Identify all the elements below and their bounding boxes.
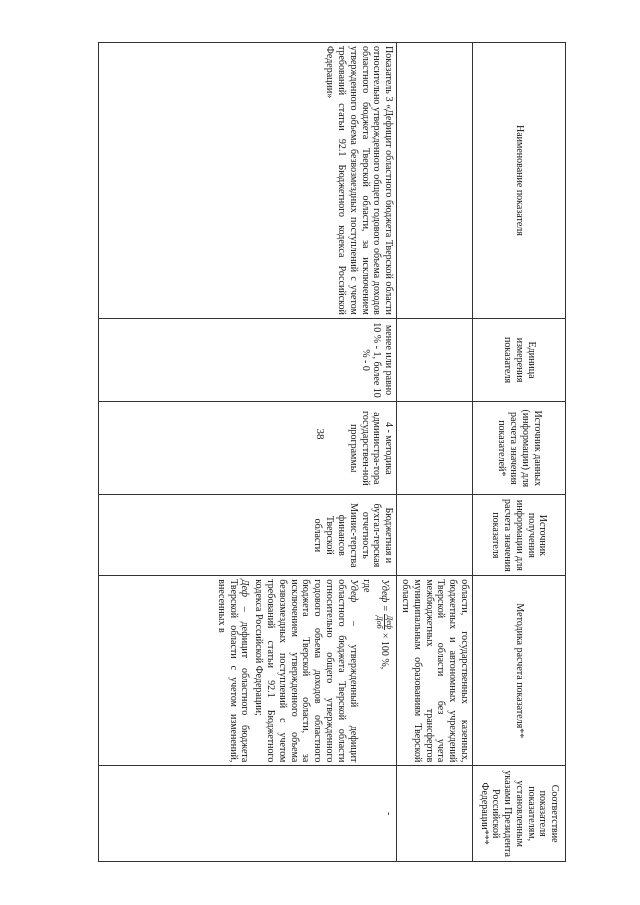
cell-data-source: 4 - методика администра-тора государствен-ной программы <box>99 402 397 495</box>
table-header-row <box>473 43 566 862</box>
header-data-source: Источник данных (информации) для расчета значения показателей* <box>473 402 566 495</box>
formula-numerator: Деф <box>385 615 395 630</box>
definition-udef-text: – утвержденный дефицит областного бюджета Тверской области относительно общего утвержденного годового объема доходов областного бюджета Тверской области, за исключением утвержденного объема безвозмездных поступлений с учетом требований статьи 92.1 Бюджетного кодекса Российской Федерации; <box>253 579 359 763</box>
header-method: Методика расчета показателя** <box>473 576 566 766</box>
indicator-table-rotated <box>98 42 566 862</box>
header-unit: Единица измерения показателя <box>473 318 566 401</box>
cell-empty <box>397 495 473 576</box>
header-indicator-name: Наименование показателя <box>473 43 566 319</box>
cell-empty <box>397 318 473 401</box>
page-number: 38 <box>314 428 326 440</box>
definition-udef-term: Удеф <box>347 579 359 603</box>
indicator-table <box>98 42 566 862</box>
header-info-source: Источник получения информации для расчета значения показателя <box>473 495 566 576</box>
table-row-indicator-3 <box>99 43 397 862</box>
cell-empty <box>397 43 473 319</box>
cell-unit: менее или равно 10 % - 1, более 10 % - 0 <box>99 318 397 401</box>
cell-indicator-name: Показатель 3 «Дефицит областного бюджета Тверской области относительно утвержденного общего годового объема доходов областного бюджета Тверской области, за исключением утвержденного объема безвозмездных поступлений с учетом требований статьи 92.1 Бюджетного кодекса Российской Федерации» <box>99 43 397 319</box>
cell-method <box>99 576 397 766</box>
header-compliance: Соответствие показателя показателям, установленным указами Президента Российской Федерации*** <box>473 766 566 862</box>
definition-def-text: – дефицит областного бюджета Тверской области с учетом изменений, внесенных в <box>215 579 251 763</box>
where-label: где <box>361 579 373 593</box>
cell-empty <box>397 402 473 495</box>
cell-empty <box>397 766 473 862</box>
cell-compliance: - <box>99 766 397 862</box>
formula-lhs: Удеф = <box>378 579 390 612</box>
table-row-continuation <box>397 43 473 862</box>
definition-udef <box>252 579 358 762</box>
definition-def <box>215 579 250 762</box>
formula-fraction <box>374 614 394 630</box>
cell-method-continuation: области, государственных казенных, бюджетных и автономных учреждений Тверской области без учета межбюджетных трансфертов муниципальным образованиям Тверской области <box>397 576 473 766</box>
cell-info-source: Бюджетная и бухгал-терская отчетность Минис-терства финансов Тверской области <box>99 495 397 576</box>
formula <box>374 579 394 762</box>
formula-denominator: Доб <box>374 615 384 629</box>
formula-tail: × 100 %, <box>378 632 390 670</box>
definition-def-term: Деф <box>239 579 251 597</box>
